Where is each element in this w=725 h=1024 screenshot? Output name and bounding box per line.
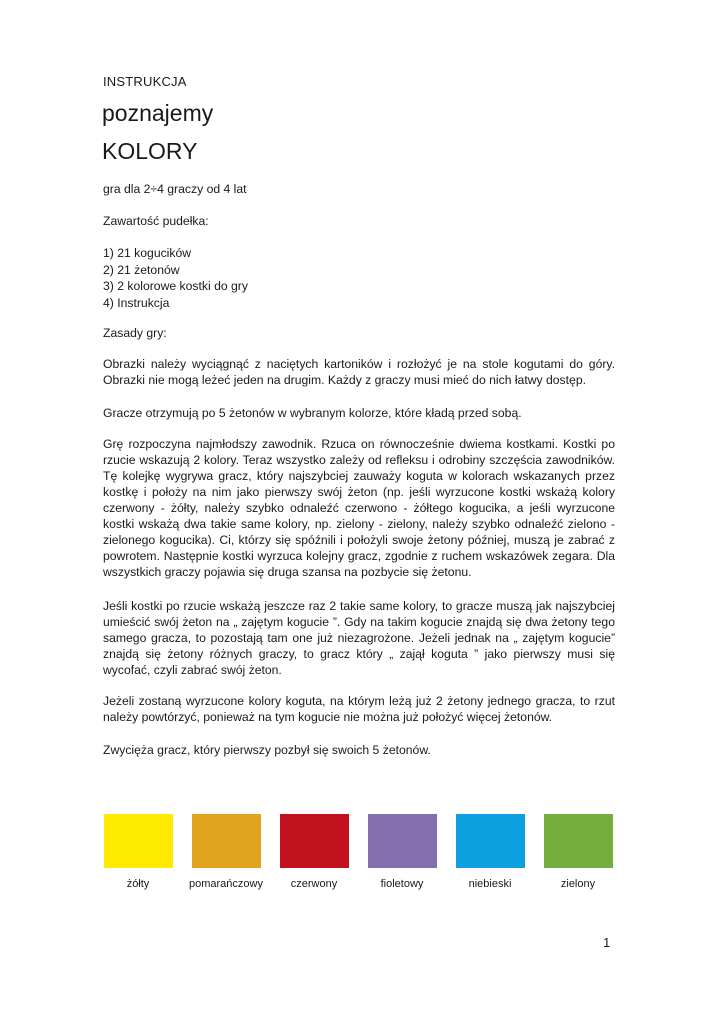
color-swatch-violet [368,814,437,868]
color-label-red: czerwony [290,878,338,890]
color-label-yellow: żółty [126,878,150,890]
page-number: 1 [603,935,611,950]
title-line-2: KOLORY [102,138,198,164]
document-kicker: INSTRUKCJA [103,74,187,89]
color-label-orange: pomarańczowy [189,878,263,890]
color-label-blue: niebieski [468,878,512,890]
rules-paragraph-2: Gracze otrzymują po 5 żetonów w wybranym kolorze, które kładą przed sobą. [103,406,522,420]
rules-paragraph-6: Zwycięża gracz, który pierwszy pozbył się swoich 5 żetonów. [103,743,431,757]
rules-paragraph-5: Jeżeli zostaną wyrzucone kolory koguta, na którym leżą już 2 żetony jednego gracza, to rzut należy powtórzyć, ponieważ na tym kogucie nie można już położyć więcej żetonów. [103,694,615,724]
rules-paragraph-3: Grę rozpoczyna najmłodszy zawodnik. Rzuca on równocześnie dwiema kostkami. Kostki po rzucie wskazują 2 kolory. Teraz wszystko zależy od refleksu i odrobiny szczęścia zawodników. Tę kolejkę wygrywa gracz, który najszybciej zauważy koguta w kolorach wskazanych przez kostkę i położy na nim jako pierwszy swój żeton (np. jeśli wyrzucone kostki wskażą kolory czerwony - żółty, należy szybko odnaleźć czerwono - żółtego kogucika, a jeśli wyrzucone kostki wskażą dwa takie same kolory, np. zielony - zielony, należy szybko odnaleźć zielono - zielonego kogucika). Ci, którzy się spóźnili i położyli swoje żetony później, muszą je zabrać z powrotem. Następnie kostki wyrzuca kolejny gracz, zgodnie z ruchem wskazówek zegara. Dla wszystkich graczy pojawia się druga szansa na pozbycie się żetonu. [103,437,615,579]
subtitle: gra dla 2÷4 graczy od 4 lat [103,182,247,196]
color-swatch-blue [456,814,525,868]
rules-heading: Zasady gry: [103,326,167,340]
rules-paragraph-4: Jeśli kostki po rzucie wskażą jeszcze raz 2 takie same kolory, to gracze muszą jak najszybciej umieścić swój żeton na „ zajętym kogucie ”. Gdy na takim kogucie znajdą się dwa żetony tego samego gracza, to pozostają tam one już niezagrożone. Jeżeli jednak na „ zajętym kogucie” znajdą się żetony różnych graczy, to gracz który „ zajął koguta ” jako pierwszy musi się wycofać, czyli zabrać swój żeton. [103,599,615,677]
color-swatch-yellow [104,814,173,868]
color-label-violet: fioletowy [380,878,424,890]
contents-heading: Zawartość pudełka: [103,214,209,228]
list-item: 4) Instrukcja [103,295,170,310]
color-swatch-green [544,814,613,868]
color-swatch-orange [192,814,261,868]
list-item: 3) 2 kolorowe kostki do gry [103,279,248,293]
color-swatch-red [280,814,349,868]
color-label-green: zielony [560,878,596,890]
list-item: 2) 21 żetonów [103,262,180,277]
contents-list [103,245,248,311]
rules-paragraph-1: Obrazki należy wyciągnąć z naciętych kartoników i rozłożyć je na stole kogutami do góry. Obrazki nie mogą leżeć jeden na drugim. Każdy z graczy musi mieć do nich łatwy dostęp. [103,357,615,387]
title-line-1: poznajemy [102,100,214,126]
list-item: 1) 21 kogucików [103,246,192,260]
